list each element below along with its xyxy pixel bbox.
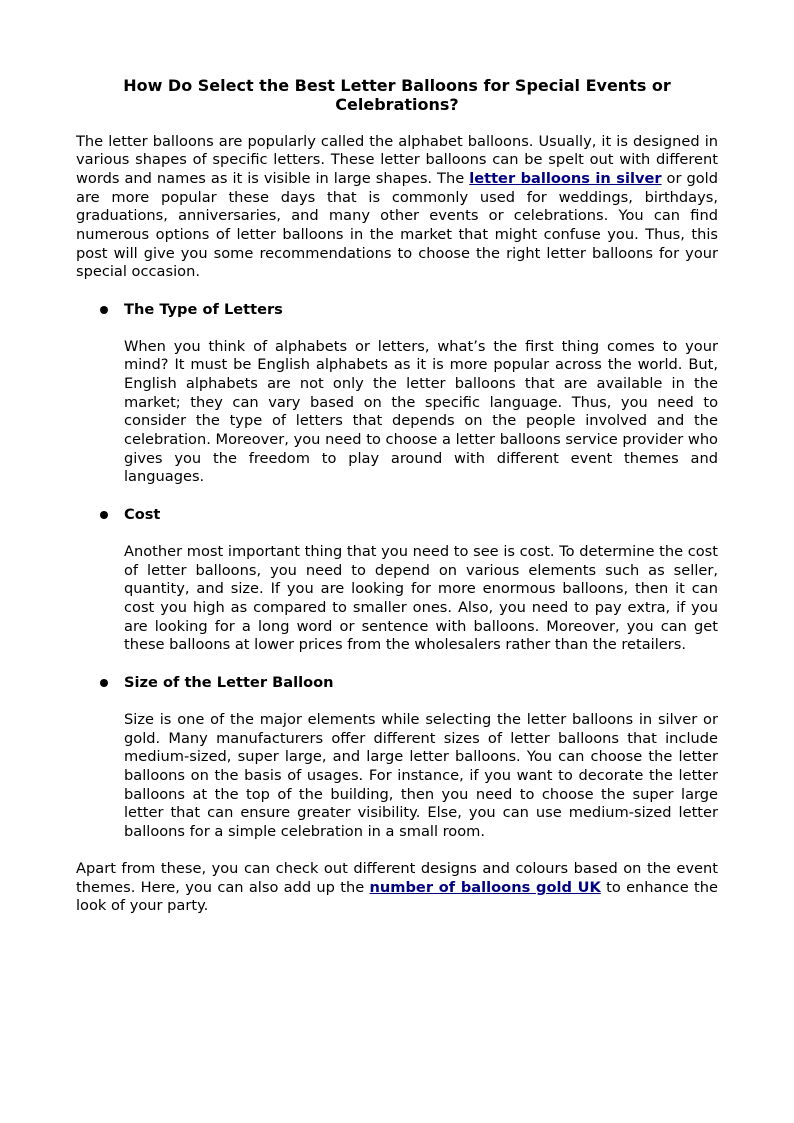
bullet-icon (100, 511, 108, 519)
balloons-gold-uk-link[interactable]: number of balloons gold UK (369, 878, 601, 896)
section-heading: Size of the Letter Balloon (124, 674, 718, 693)
bullet-icon (100, 306, 108, 314)
section-body: Size is one of the major elements while selecting the letter balloons in silver or gold. Many manufacturers offer different sizes of letter balloons that include medium-sized, super large, and large letter balloons. You can choose the letter balloons on the basis of usages. For instance, if you want to decorate the letter balloons at the top of the building, then you need to choose the super large letter that can ensure greater visibility. Else, you can use medium-sized letter balloons for a simple celebration in a small room. (124, 710, 718, 840)
section-type-of-letters (124, 301, 718, 488)
section-size (124, 674, 718, 842)
bullet-icon (100, 679, 108, 687)
intro-paragraph: The letter balloons are popularly called the alphabet balloons. Usually, it is designed in various shapes of specific letters. These letter balloons can be spelt out with different words and names as it is visible in large shapes. The letter balloons in silver or gold are more popular these days that is commonly used for weddings, birthdays, graduations, anniversaries, and many other events or celebrations. You can find numerous options of letter balloons in the market that might confuse you. Thus, this post will give you some recommendations to choose the right letter balloons for your special occasion. (76, 132, 718, 281)
document-title: How Do Select the Best Letter Balloons for Special Events or Celebrations? (123, 76, 671, 114)
section-heading: Cost (124, 506, 718, 525)
section-cost (124, 506, 718, 655)
closing-paragraph: Apart from these, you can check out different designs and colours based on the event themes. Here, you can also add up the number of balloons gold UK to enhance the look of your party. (76, 860, 718, 915)
section-body: Another most important thing that you need to see is cost. To determine the cost of letter balloons, you need to depend on various elements such as seller, quantity, and size. If you are looking for more enormous balloons, then it can cost you high as compared to smaller ones. Also, you need to pay extra, if you are looking for a long word or sentence with balloons. Moreover, you can get these balloons at lower prices from the wholesalers rather than the retailers. (124, 543, 718, 654)
section-body: When you think of alphabets or letters, what’s the first thing comes to your mind? It must be English alphabets as it is more popular across the world. But, English alphabets are not only the letter balloons that are available in the market; they can vary based on the specific language. Thus, you need to consider the type of letters that depends on the people involved and the celebration. Moreover, you need to choose a letter balloons service provider who gives you the freedom to play around with different event themes and languages. (124, 337, 718, 486)
document-page (76, 76, 718, 935)
letter-balloons-silver-link[interactable]: letter balloons in silver (469, 169, 662, 187)
section-heading: The Type of Letters (124, 301, 718, 320)
